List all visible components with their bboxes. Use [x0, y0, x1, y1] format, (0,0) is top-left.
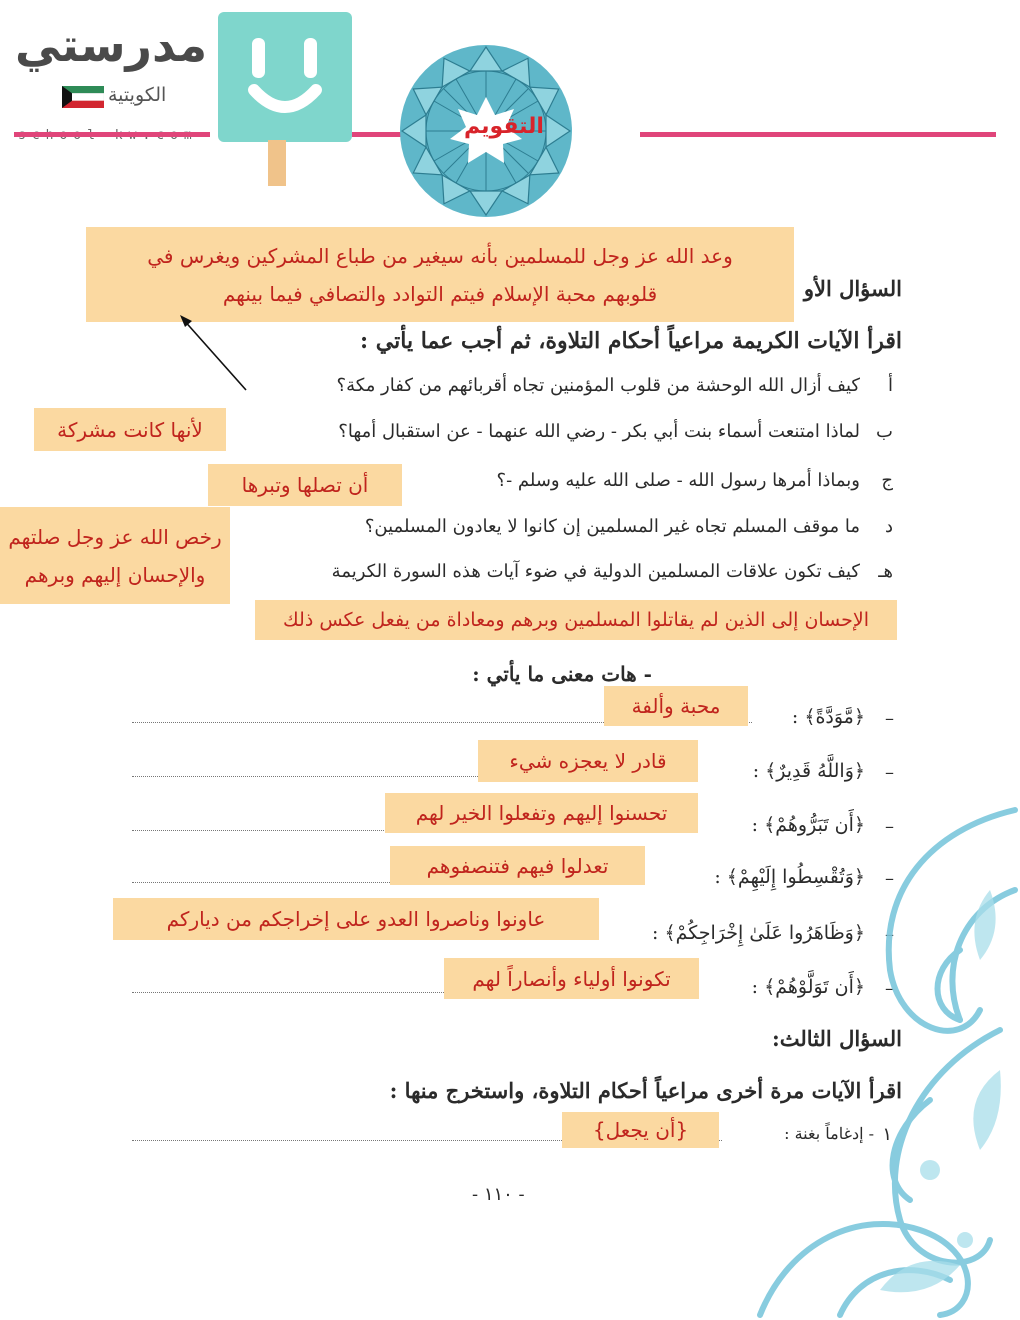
meaning-term-5: ﴿وَظَاهَرُوا عَلَىٰ إِخْرَاجِكُمْ﴾ : [652, 922, 865, 944]
question1-instruction: اقرأ الآيات الكريمة مراعياً أحكام التلاوة، ثم أجب عما يأتي : [360, 328, 902, 354]
question1-item-c-letter: ج [881, 470, 893, 491]
question1-item-a-letter: أ [887, 375, 893, 396]
emblem-title: التقويم [464, 114, 544, 139]
logo-bookmark-tail [268, 140, 286, 186]
meaning-dash-6: – [885, 978, 894, 999]
question1-item-e-letter: هـ [878, 561, 893, 582]
meaning-dash-1: – [885, 708, 894, 729]
meaning-dash-4: – [885, 868, 894, 889]
question1-item-d-letter: د [884, 516, 893, 537]
question3-item-number: ١ [882, 1124, 892, 1145]
question1-item-b-letter: ب [876, 421, 893, 442]
answer-a-box [86, 227, 794, 322]
meaning-answer-3: تحسنوا إليهم وتفعلوا الخير لهم [385, 793, 698, 833]
answer-b-box: لأنها كانت مشركة [34, 408, 226, 451]
meaning-answer-2: قادر لا يعجزه شيء [478, 740, 698, 782]
meaning-dash-2: – [885, 762, 894, 783]
corner-ornament [460, 770, 1020, 1320]
meaning-term-2: ﴿وَاللَّهُ قَدِيرٌ﴾ : [752, 760, 865, 782]
answer-e-box: الإحسان إلى الذين لم يقاتلوا المسلمين وبرهم ومعاداة من يفعل عكس ذلك [255, 600, 897, 640]
question1-item-a-text: كيف أزال الله الوحشة من قلوب المؤمنين تجاه أقربائهم من كفار مكة؟ [336, 375, 860, 396]
answer-a-line1: وعد الله عز وجل للمسلمين بأنه سيغير من طباع المشركين ويغرس في [147, 243, 733, 268]
logo-subtitle: الكويتية [108, 84, 167, 106]
meaning-dash-3: – [885, 816, 894, 837]
meaning-term-3: ﴿أَن تَبَرُّوهُمْ﴾ : [751, 814, 865, 836]
logo-badge [218, 12, 352, 142]
page-number: - ١١٠ - [472, 1184, 525, 1205]
question3-heading: السؤال الثالث: [772, 1026, 902, 1051]
meaning-answer-4: تعدلوا فيهم فتنصفوهم [390, 846, 645, 885]
meaning-dash-5: – [885, 924, 894, 945]
kuwait-flag-icon [62, 86, 104, 108]
question2-heading: - هات معنى ما يأتي : [472, 662, 652, 686]
header-rule-right [640, 132, 996, 137]
answer-d-line2: والإحسان إليهم وبرهم [24, 562, 206, 587]
meaning-answer-5: عاونوا وناصروا العدو على إخراجكم من دياركم [113, 898, 599, 940]
meaning-answer-1: محبة وألفة [604, 686, 748, 726]
question1-item-d-text: ما موقف المسلم تجاه غير المسلمين إن كانوا لا يعادون المسلمين؟ [364, 516, 860, 537]
question1-item-c-text: وبماذا أمرها رسول الله - صلى الله عليه وسلم -؟ [496, 470, 860, 491]
meaning-term-4: ﴿وَتُقْسِطُوا إِلَيْهِمْ﴾ : [714, 866, 865, 888]
question3-item-label: - إدغاماً بغنة : [784, 1124, 874, 1143]
smile-icon [218, 12, 352, 142]
header-rule-left [14, 132, 210, 137]
question1-item-b-text: لماذا امتنعت أسماء بنت أبي بكر - رضي الله عنهما - عن استقبال أمها؟ [338, 421, 860, 442]
question3-answer: {أن يجعل} [562, 1112, 719, 1148]
question1-item-e-text: كيف تكون علاقات المسلمين الدولية في ضوء آيات هذه السورة الكريمة [331, 561, 860, 582]
meaning-term-1: ﴿مَّوَدَّةً﴾ : [791, 706, 865, 728]
answer-d-box [0, 507, 230, 604]
logo-wordmark: مدرستي [15, 18, 208, 72]
answer-c-box: أن تصلها وتبرها [208, 464, 402, 506]
meaning-term-6: ﴿أَن تَوَلَّوْهُمْ﴾ : [751, 976, 865, 998]
meaning-answer-6: تكونوا أولياء وأنصاراً لهم [444, 958, 699, 999]
answer-a-line2: قلوبهم محبة الإسلام فيتم التوادد والتصافي فيما بينهم [222, 281, 658, 306]
question1-heading: السؤال الأو [803, 276, 902, 301]
question3-instruction: اقرأ الآيات مرة أخرى مراعياً أحكام التلاوة، واستخرج منها : [389, 1078, 902, 1103]
answer-d-line1: رخص الله عز وجل صلتهم [8, 524, 222, 549]
pointer-arrow-icon [176, 312, 250, 394]
